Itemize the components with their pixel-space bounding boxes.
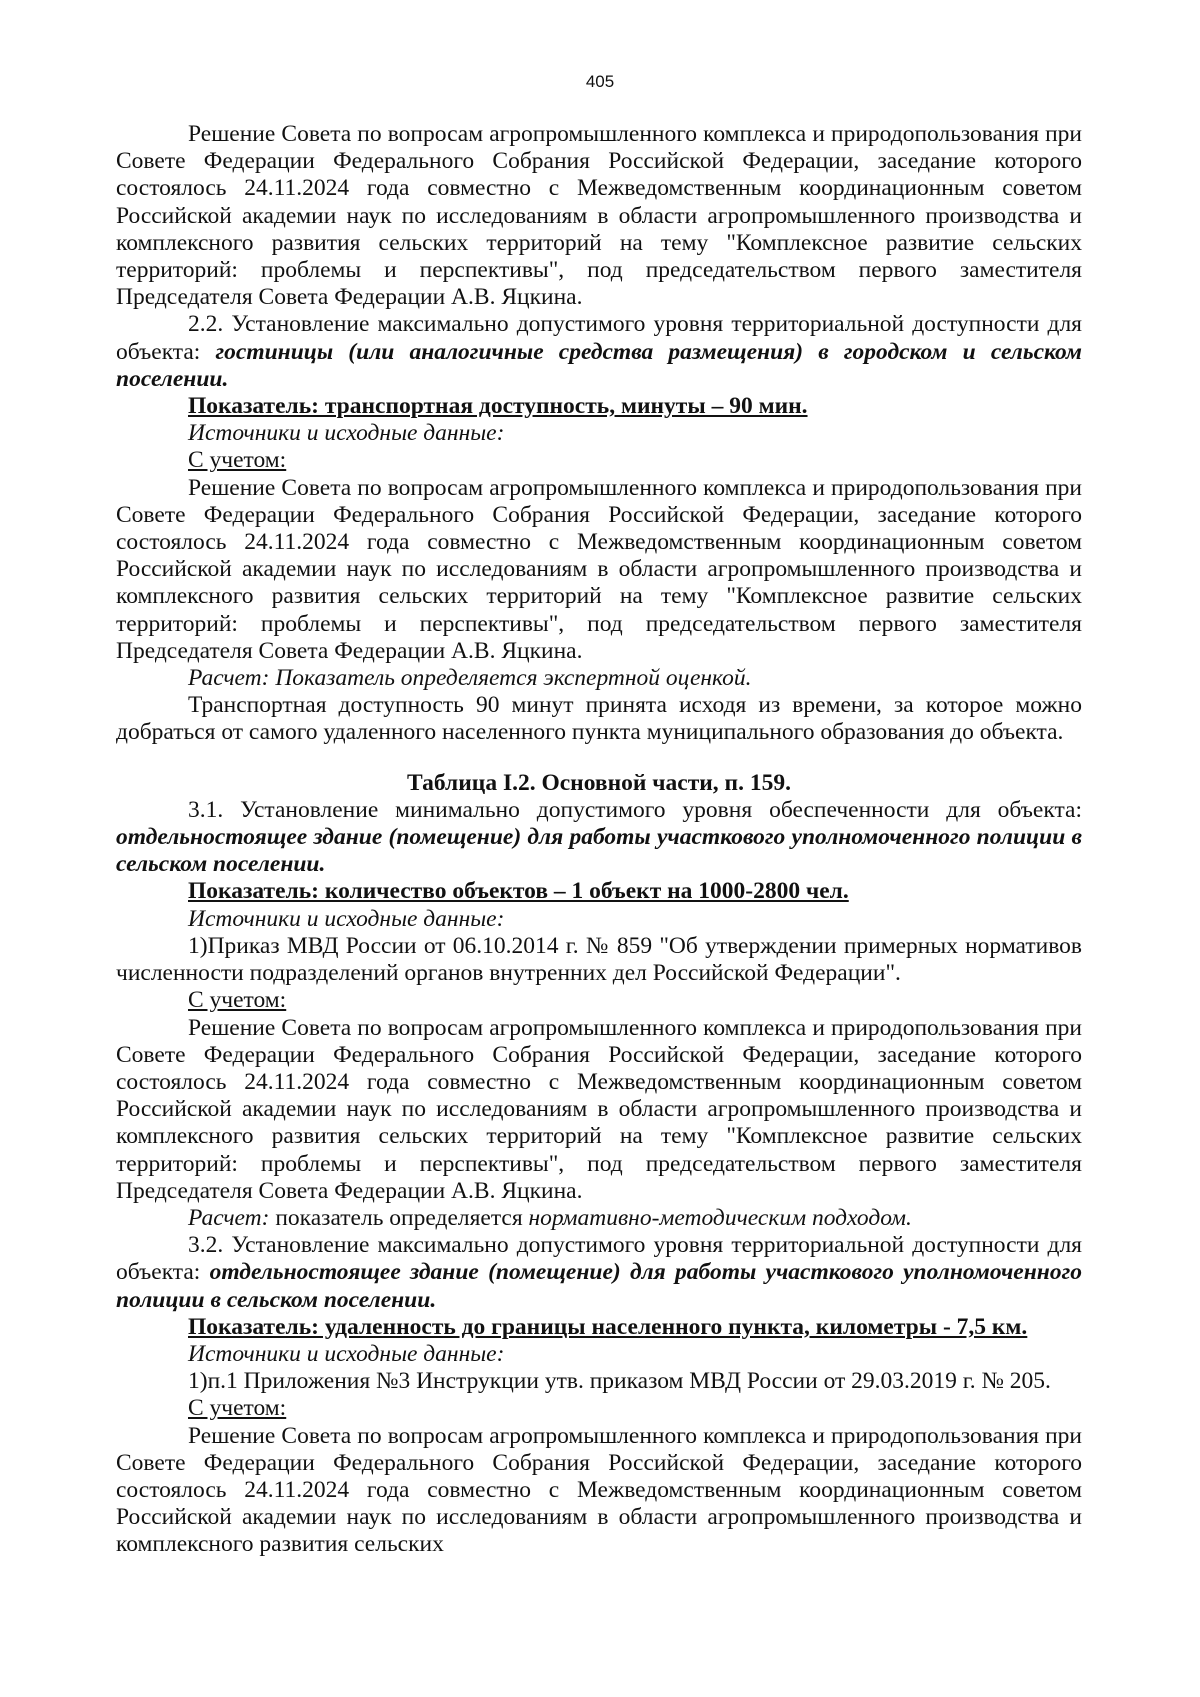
decision-paragraph: Решение Совета по вопросам агропромышленного комплекса и природопользования при Совете Федерации Федерального Собрания Российской Федерации, заседание которого состоялось 24.11.2024 года совместно с Межведомственным координационным советом Российской академии наук по исследованиям в области агропромышленного производства и комплексного развития сельских территорий на тему "Комплексное развитие сельских территорий: проблемы и перспективы", под председательством первого заместителя Председателя Совета Федерации А.В. Яцкина. [116,474,1082,664]
table-title: Таблица I.2. Основной части, п. 159. [407,769,791,796]
section-3-1-considering-label: С учетом: [188,987,287,1014]
section-3-2-source-1: 1)п.1 Приложения №3 Инструкции утв. приказом МВД России от 29.03.2019 г. № 205. [188,1368,1051,1395]
decision-paragraph-partial: Решение Совета по вопросам агропромышленного комплекса и природопользования при Совете Федерации Федерального Собрания Российской Федерации, заседание которого состоялось 24.11.2024 года совместно с Межведомственным координационным советом Российской академии наук по исследованиям в области агропромышленного производства и комплексного развития сельских [116,1422,1082,1558]
section-3-1-intro-text: 3.1. Установление минимально допустимого уровня обеспеченности для объекта: [188,796,1082,823]
section-2-2-intro [116,311,1082,393]
decision-paragraph: Решение Совета по вопросам агропромышленного комплекса и природопользования при Совете Федерации Федерального Собрания Российской Федерации, заседание которого состоялось 24.11.2024 года совместно с Межведомственным координационным советом Российской академии наук по исследованиям в области агропромышленного производства и комплексного развития сельских территорий на тему "Комплексное развитие сельских территорий: проблемы и перспективы", под председательством первого заместителя Председателя Совета Федерации А.В. Яцкина. [116,1014,1082,1204]
section-3-2-object: отдельностоящее здание (помещение) для работы участкового уполномоченного полиции в сельском поселении. [116,1259,1083,1313]
section-3-1-considering-line [116,987,1082,1014]
section-2-2-considering-line [116,447,1082,474]
page-content [116,121,1082,1559]
section-3-1-calc-text: показатель определяется [269,1204,529,1231]
section-2-2-object: гостиницы (или аналогичные средства размещения) в городском и сельском поселении. [116,338,1083,392]
section-3-1-source-1: 1)Приказ МВД России от 06.10.2014 г. № 859 "Об утверждении примерных нормативов численности подразделений органов внутренних дел Российской Федерации". [116,932,1082,987]
section-3-1-calc-label: Расчет: [188,1204,270,1231]
page-number: 405 [585,72,615,91]
section-3-2-sources-label: Источники и исходные данные: [188,1340,505,1367]
section-2-2-indicator: Показатель: транспортная доступность, минуты – 90 мин. [188,393,808,420]
section-2-2-calc: Расчет: Показатель определяется экспертной оценкой. [188,665,752,692]
section-2-2-intro-text: 2.2. Установление максимально допустимого уровня территориальной доступности для объекта: [116,311,1082,365]
section-2-2-sources-label: Источники и исходные данные: [188,420,505,447]
section-3-1-calc [116,1205,1082,1232]
section-3-2-indicator-line [116,1314,1082,1341]
section-3-1-indicator: Показатель: количество объектов – 1 объект на 1000-2800 чел. [188,878,849,905]
section-3-1-sources-label: Источники и исходные данные: [188,905,505,932]
section-3-1-indicator-line [116,878,1082,905]
section-3-1-calc-method: нормативно-методическим подходом. [528,1204,912,1231]
section-3-1-object: отдельностоящее здание (помещение) для работы участкового уполномоченного полиции в сельском поселении. [116,824,1082,878]
section-3-2-intro-text: 3.2. Установление максимально допустимого уровня территориальной доступности для объекта: [116,1232,1082,1286]
section-3-2-considering-label: С учетом: [188,1395,287,1422]
section-2-2-note: Транспортная доступность 90 минут принята исходя из времени, за которое можно добраться от самого удаленного населенного пункта муниципального образования до объекта. [116,692,1082,746]
section-2-2-indicator-line [116,393,1082,420]
decision-paragraph: Решение Совета по вопросам агропромышленного комплекса и природопользования при Совете Федерации Федерального Собрания Российской Федерации, заседание которого состоялось 24.11.2024 года совместно с Межведомственным координационным советом Российской академии наук по исследованиям в области агропромышленного производства и комплексного развития сельских территорий на тему "Комплексное развитие сельских территорий: проблемы и перспективы", под председательством первого заместителя Председателя Совета Федерации А.В. Яцкина. [116,121,1082,311]
section-3-2-indicator: Показатель: удаленность до границы населенного пункта, километры - 7,5 км. [188,1313,1028,1340]
section-3-2-considering-line [116,1395,1082,1422]
section-3-2-intro [116,1232,1082,1314]
section-3-1-intro [116,797,1082,879]
section-2-2-considering-label: С учетом: [188,447,287,474]
